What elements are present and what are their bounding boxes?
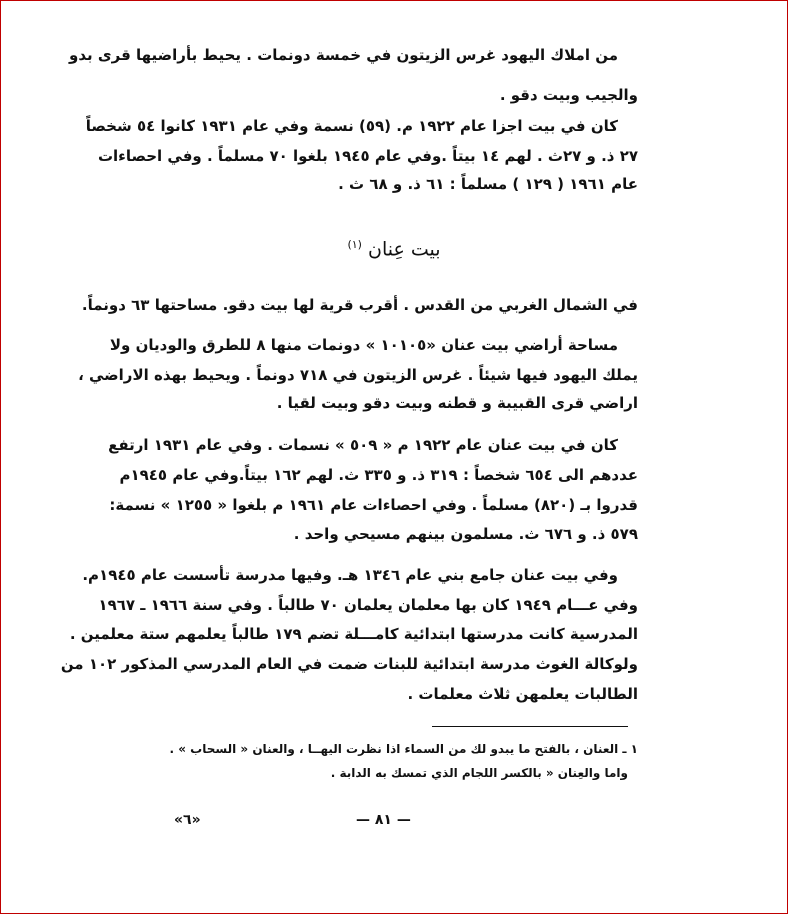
footnote-marker: (١) bbox=[347, 238, 362, 251]
page-number: — ٨١ — bbox=[356, 812, 411, 828]
text-line: وفي بيت عنان جامع بني عام ١٣٤٦ هـ. وفيها مدرسة تأسست عام ١٩٤٥م. bbox=[82, 566, 618, 584]
text-line: كان في بيت عنان عام ١٩٢٢ م « ٥٠٩ » نسمات . وفي عام ١٩٣١ ارتفع bbox=[108, 436, 618, 454]
text-line: ٢٧ ذ. و ٢٧ث . لهم ١٤ بيتاً .وفي عام ١٩٤٥ بلغوا ٧٠ مسلماً . وفي احصاءات bbox=[97, 147, 638, 165]
footnote-divider bbox=[432, 726, 628, 727]
text-line: ولوكالة الغوث مدرسة ابتدائية للبنات ضمت في العام المدرسي المذكور ١٠٢ من bbox=[60, 655, 638, 673]
text-line: ٥٧٩ ذ. و ٦٧٦ ث. مسلمون بينهم مسيحي واحد . bbox=[293, 525, 638, 543]
text-line: وفي عـــام ١٩٤٩ كان بها معلمان يعلمان ٧٠ طالباً . وفي سنة ١٩٦٦ ـ ١٩٦٧ bbox=[98, 596, 638, 614]
signature-mark: «٦» bbox=[174, 812, 201, 828]
text-line: في الشمال الغربي من القدس . أقرب قرية لها بيت دقو. مساحتها ٦٣ دونماً. bbox=[81, 296, 638, 314]
footnote-line: واما والعِنان « بالكسر اللجام الذي تمسك به الدابة . bbox=[330, 766, 628, 780]
text-line: قدروا بـ (٨٢٠) مسلماً . وفي احصاءات عام ١٩٦١ م بلغوا « ١٢٥٥ » نسمة: bbox=[109, 496, 638, 514]
text-line: اراضي قرى القبيبة و قطنه وبيت دقو وبيت لقيا . bbox=[276, 394, 638, 412]
section-title bbox=[0, 238, 788, 260]
text-line: كان في بيت اجزا عام ١٩٢٢ م. (٥٩) نسمة وفي عام ١٩٣١ كانوا ٥٤ شخصاً bbox=[85, 117, 618, 135]
footnote-line: ١ ـ العنان ، بالفتح ما يبدو لك من السماء اذا نظرت اليهــا ، والعنان « السحاب » . bbox=[169, 742, 638, 756]
text-line: الطالبات يعلمهن ثلاث معلمات . bbox=[407, 685, 638, 703]
text-line: مساحة أراضي بيت عنان «١٠١٠٥ » دونمات منها ٨ للطرق والوديان ولا bbox=[109, 336, 618, 354]
text-line: عددهم الى ٦٥٤ شخصاً : ٣١٩ ذ. و ٣٣٥ ث. لهم ١٦٢ بيتاً.وفي عام ١٩٤٥م bbox=[119, 466, 638, 484]
text-line: من املاك اليهود غرس الزيتون في خمسة دونمات . يحيط بأراضيها قرى بدو bbox=[69, 46, 618, 64]
text-line: المدرسية كانت مدرستها ابتدائية كامـــلة تضم ١٧٩ طالباً يعلمهم ستة معلمين . bbox=[69, 625, 638, 643]
text-line: يملك اليهود فيها شيئاً . غرس الزيتون في ٧١٨ دونماً . ويحيط بهذه الاراضي ، bbox=[78, 366, 638, 384]
section-title-text: بيت عِنان bbox=[368, 238, 441, 261]
text-line: والجيب وبيت دقو . bbox=[499, 86, 638, 104]
text-line: عام ١٩٦١ ( ١٢٩ ) مسلماً : ٦١ ذ. و ٦٨ ث . bbox=[338, 175, 638, 193]
